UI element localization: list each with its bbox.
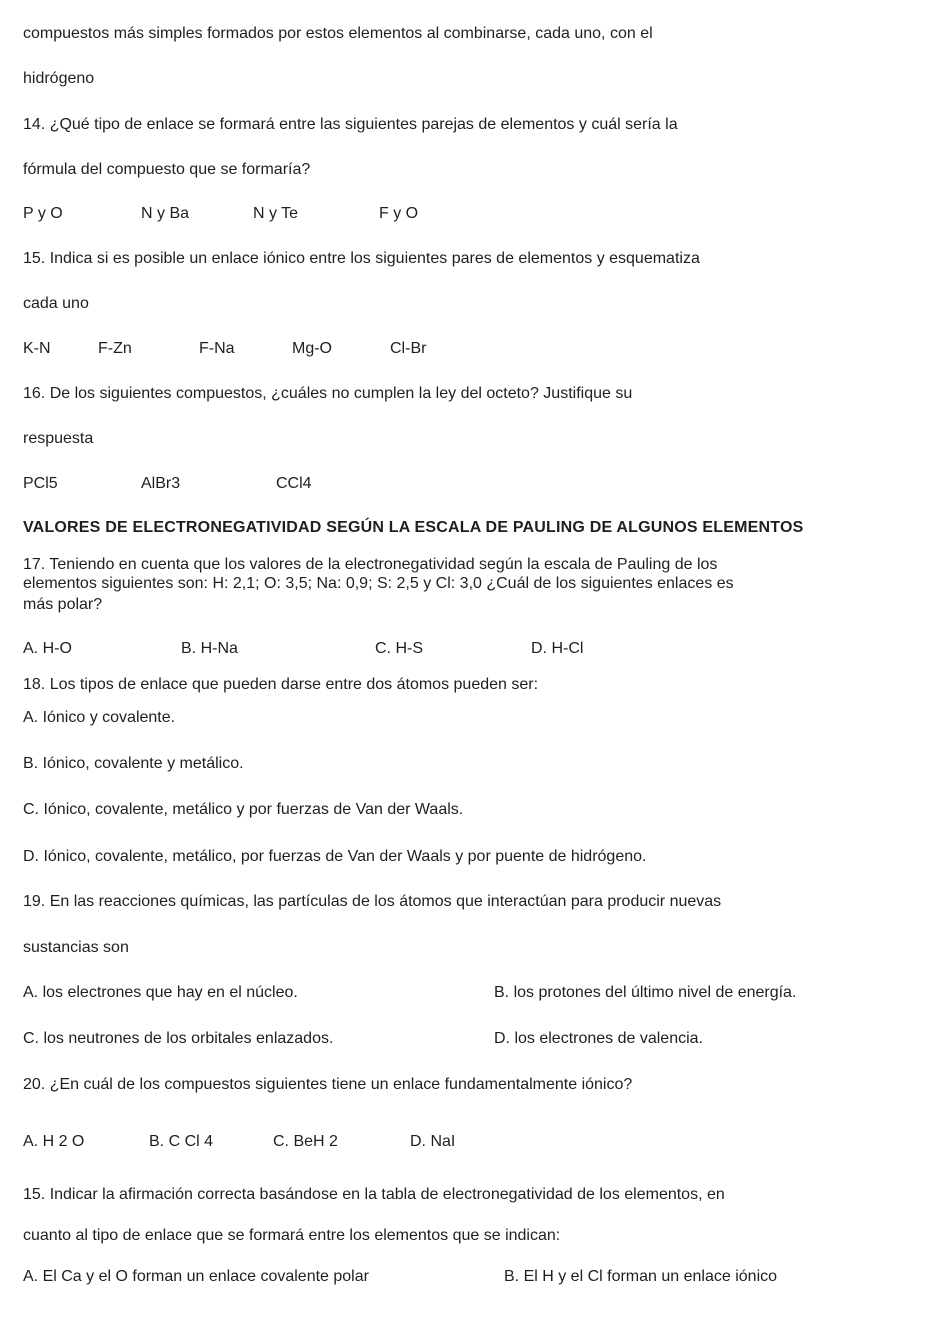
- q15b-line-2: cuanto al tipo de enlace que se formará entre los elementos que se indican:: [23, 1227, 561, 1244]
- section-heading: VALORES DE ELECTRONEGATIVIDAD SEGÚN LA ESCALA DE PAULING DE ALGUNOS ELEMENTOS: [23, 519, 804, 536]
- q17-option: B. H-Na: [181, 640, 238, 657]
- q15a-pair: F-Na: [199, 340, 235, 357]
- q17-line-1: 17. Teniendo en cuenta que los valores de la electronegatividad según la escala de Pauling de los: [23, 556, 718, 573]
- q18-option: B. Iónico, covalente y metálico.: [23, 755, 244, 772]
- intro-line-2: hidrógeno: [23, 70, 95, 87]
- q14-pair: N y Ba: [141, 205, 190, 222]
- q18-option: D. Iónico, covalente, metálico, por fuerzas de Van der Waals y por puente de hidrógeno.: [23, 848, 647, 865]
- q17-line-3: más polar?: [23, 596, 103, 613]
- q19-line-2: sustancias son: [23, 939, 129, 956]
- q20-option: C. BeH 2: [273, 1133, 338, 1150]
- q15b-line-1: 15. Indicar la afirmación correcta basándose en la tabla de electronegatividad de los elementos, en: [23, 1186, 725, 1203]
- q15b-option: A. El Ca y el O forman un enlace covalente polar: [23, 1268, 369, 1285]
- q16-compound: CCl4: [276, 475, 312, 492]
- q17-option: D. H-Cl: [531, 640, 584, 657]
- q16-line-2: respuesta: [23, 430, 94, 447]
- q15a-pair: K-N: [23, 340, 51, 357]
- q19-option: A. los electrones que hay en el núcleo.: [23, 984, 298, 1001]
- q15a-line-2: cada uno: [23, 295, 89, 312]
- q17-option: A. H-O: [23, 640, 72, 657]
- q19-option: C. los neutrones de los orbitales enlazados.: [23, 1030, 334, 1047]
- q16-line-1: 16. De los siguientes compuestos, ¿cuáles no cumplen la ley del octeto? Justifique su: [23, 385, 633, 402]
- q19-option: B. los protones del último nivel de energía.: [494, 984, 797, 1001]
- q20-question: 20. ¿En cuál de los compuestos siguientes tiene un enlace fundamentalmente iónico?: [23, 1076, 633, 1093]
- q20-option: D. NaI: [410, 1133, 456, 1150]
- q20-option: A. H 2 O: [23, 1133, 85, 1150]
- q14-line-1: 14. ¿Qué tipo de enlace se formará entre las siguientes parejas de elementos y cuál sería la: [23, 116, 678, 133]
- q14-pair: P y O: [23, 205, 63, 222]
- q19-line-1: 19. En las reacciones químicas, las partículas de los átomos que interactúan para producir nuevas: [23, 893, 722, 910]
- q14-pair: F y O: [379, 205, 419, 222]
- q18-option: A. Iónico y covalente.: [23, 709, 176, 726]
- q15a-line-1: 15. Indica si es posible un enlace iónico entre los siguientes pares de elementos y esquematiza: [23, 250, 700, 267]
- q15a-pair: F-Zn: [98, 340, 132, 357]
- q17-option: C. H-S: [375, 640, 423, 657]
- q20-option: B. C Cl 4: [149, 1133, 214, 1150]
- q14-line-2: fórmula del compuesto que se formaría?: [23, 161, 311, 178]
- q18-option: C. Iónico, covalente, metálico y por fuerzas de Van der Waals.: [23, 801, 464, 818]
- q18-question: 18. Los tipos de enlace que pueden darse entre dos átomos pueden ser:: [23, 676, 539, 693]
- q15b-option: B. El H y el Cl forman un enlace iónico: [504, 1268, 778, 1285]
- q15a-pair: Cl-Br: [390, 340, 427, 357]
- q16-compound: AlBr3: [141, 475, 181, 492]
- q17-line-2: elementos siguientes son: H: 2,1; O: 3,5; Na: 0,9; S: 2,5 y Cl: 3,0 ¿Cuál de los siguientes enlaces es: [23, 575, 734, 592]
- q15a-pair: Mg-O: [292, 340, 332, 357]
- q19-option: D. los electrones de valencia.: [494, 1030, 703, 1047]
- q16-compound: PCl5: [23, 475, 58, 492]
- q14-pair: N y Te: [253, 205, 299, 222]
- intro-line-1: compuestos más simples formados por estos elementos al combinarse, cada uno, con el: [23, 25, 653, 42]
